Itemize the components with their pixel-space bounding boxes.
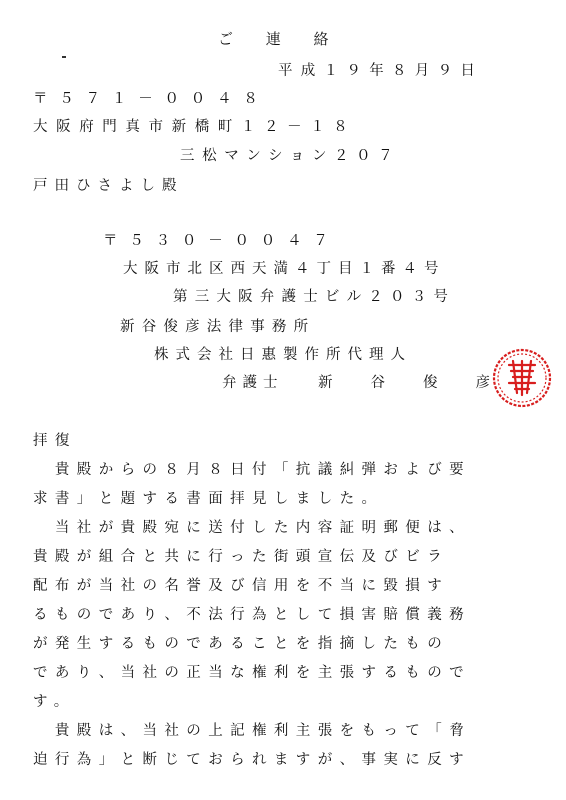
body-line: す。 (33, 694, 76, 710)
scan-speck (62, 56, 66, 58)
body-line: であり、当社の正当な権利を主張するもので (33, 665, 471, 681)
letter-title: ご 連 絡 (218, 30, 343, 48)
sender-postal-code: 〒５３０－００４７ (103, 233, 340, 249)
body-line: 求書」と題する書面拝見しました。 (33, 491, 384, 507)
recipient-building: 三松マンション２０７ (180, 148, 401, 164)
sender-building: 第三大阪弁護士ビル２０３号 (173, 289, 456, 305)
body-line: るものであり、不法行為として損害賠償義務 (33, 607, 471, 623)
body-line: 配布が当社の名誉及び信用を不当に毀損す (33, 578, 450, 594)
lawyer-name: 新谷俊彦 (318, 375, 528, 391)
greeting: 拝復 (33, 433, 77, 449)
body-line: 貴殿からの８月８日付「抗議糾弾および要 (33, 462, 471, 478)
sender-address: 大阪市北区西天満４丁目１番４号 (123, 261, 446, 277)
body-line: 貴殿は、当社の上記権利主張をもって「脅 (33, 723, 471, 739)
law-office-name: 新谷俊彦法律事務所 (120, 319, 316, 335)
body-line: 当社が貴殿宛に送付した内容証明郵便は、 (33, 520, 471, 536)
letter-date: 平成１９年８月９日 (278, 63, 484, 79)
red-seal-stamp-icon (491, 347, 553, 409)
recipient-address: 大阪府門真市新橋町１２－１８ (33, 119, 357, 135)
body-line: が発生するものであることを指摘したもの (33, 636, 450, 652)
recipient-name: 戸田ひさよし殿 (33, 178, 184, 194)
body-line: 貴殿が組合と共に行った街頭宣伝及びビラ (33, 549, 450, 565)
recipient-postal-code: 〒５７１－００４８ (33, 91, 270, 107)
body-line: 迫行為」と断じておられますが、事実に反す (33, 752, 471, 768)
lawyer-title: 弁護士 (222, 375, 284, 391)
agent-designation: 株式会社日惠製作所代理人 (154, 347, 412, 363)
